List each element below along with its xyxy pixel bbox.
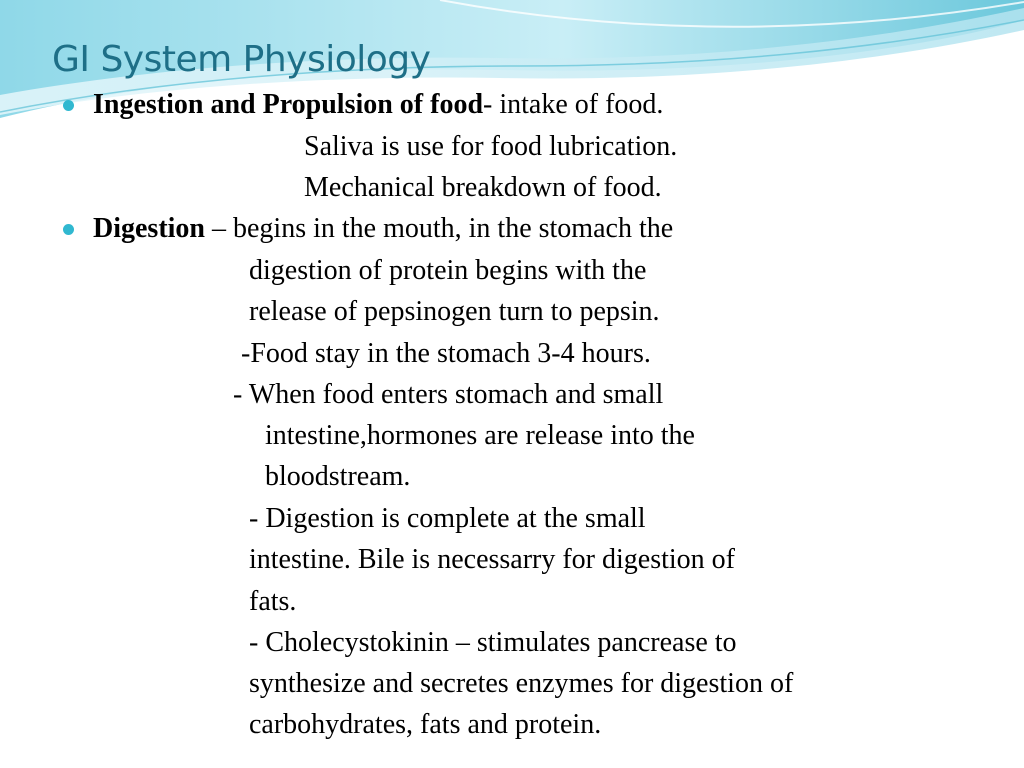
bullet-marker — [63, 100, 74, 111]
bullet-line: intestine,hormones are release into the — [265, 420, 695, 451]
bullet-line: fats. — [249, 586, 297, 617]
bullet-text: - intake of food. — [483, 89, 664, 120]
bullet-line: - When food enters stomach and small — [233, 379, 664, 410]
bullet-line: -Food stay in the stomach 3-4 hours. — [241, 338, 651, 369]
bullet-heading: Ingestion and Propulsion of food — [93, 89, 484, 120]
slide-title: GI System Physiology — [52, 39, 431, 80]
bullet-line: - Cholecystokinin – stimulates pancrease to — [249, 627, 737, 658]
bullet-marker — [63, 224, 74, 235]
bullet-digestion — [93, 212, 673, 246]
bullet-line: carbohydrates, fats and protein. — [249, 709, 602, 740]
bullet-ingestion — [93, 88, 663, 122]
bullet-text: – begins in the mouth, in the stomach the — [205, 213, 674, 244]
bullet-line: Saliva is use for food lubrication. — [304, 131, 678, 162]
bullet-line: Mechanical breakdown of food. — [304, 172, 662, 203]
bullet-line: bloodstream. — [265, 461, 411, 492]
bullet-line: digestion of protein begins with the — [249, 255, 647, 286]
bullet-line: synthesize and secretes enzymes for digestion of — [249, 668, 794, 699]
bullet-line: intestine. Bile is necessarry for digestion of — [249, 544, 735, 575]
bullet-heading: Digestion — [93, 213, 205, 244]
bullet-line: - Digestion is complete at the small — [249, 503, 646, 534]
bullet-line: release of pepsinogen turn to pepsin. — [249, 296, 660, 327]
